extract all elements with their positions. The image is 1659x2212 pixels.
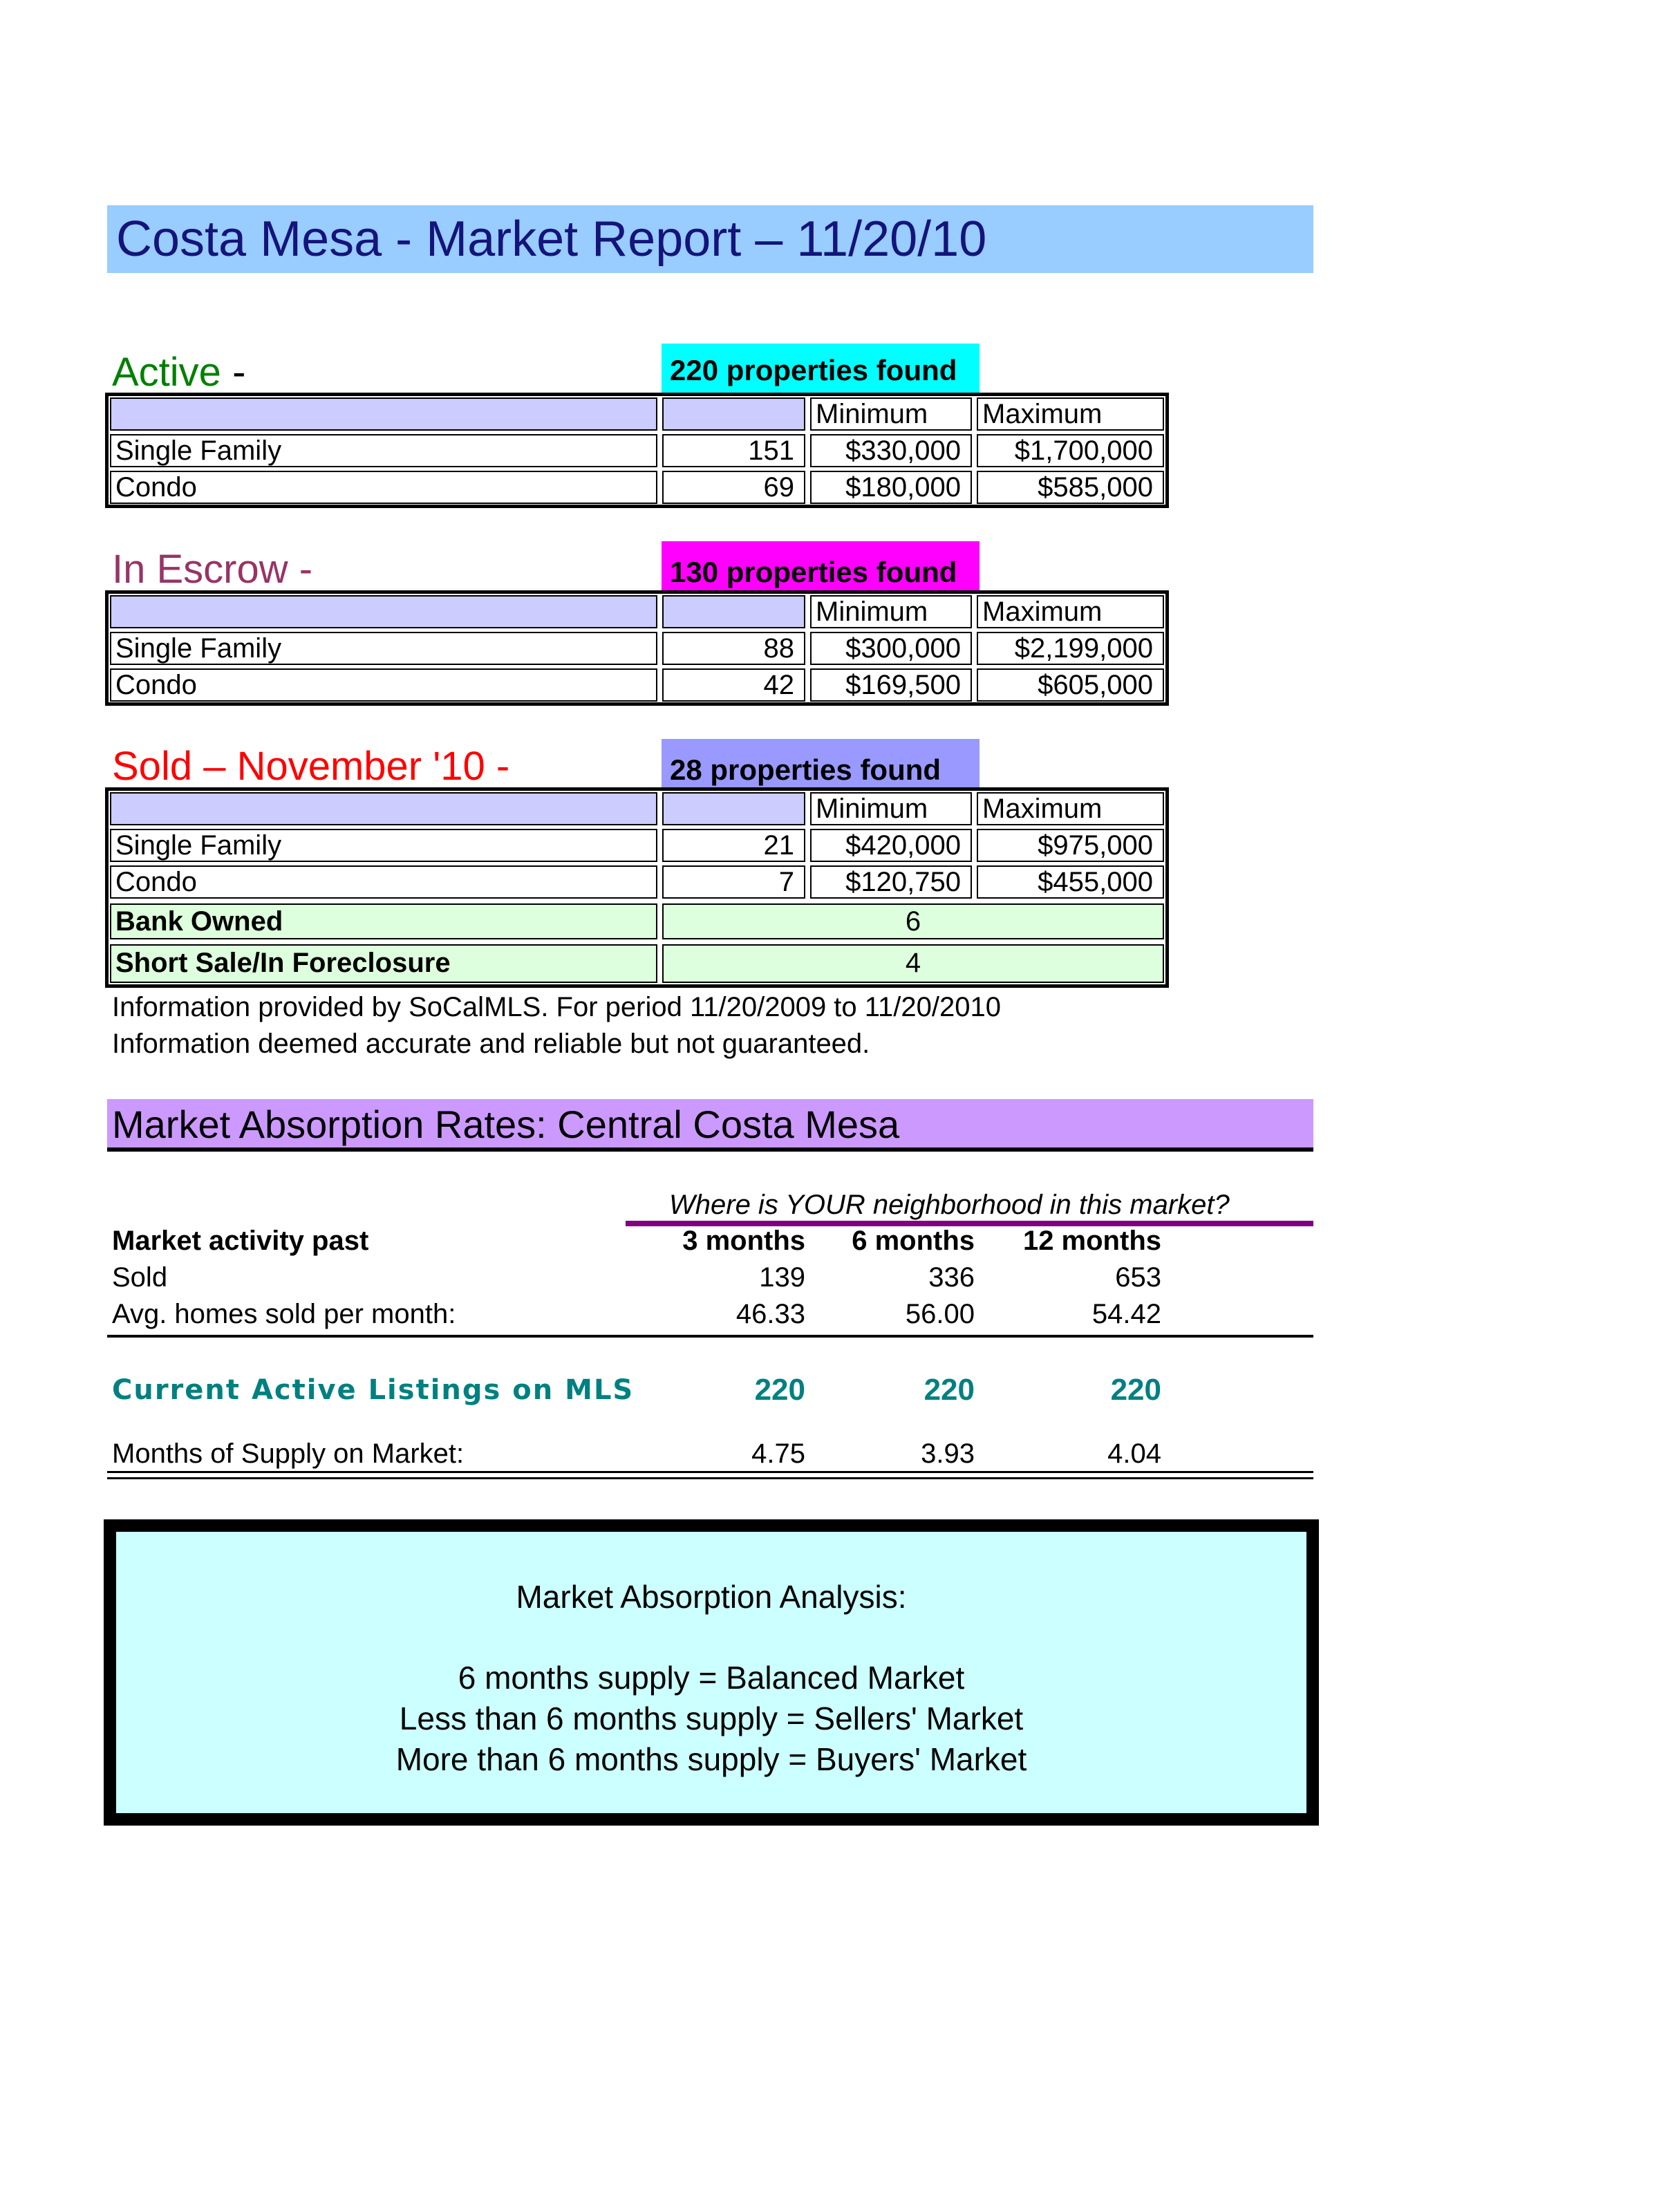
analysis-line: Less than 6 months supply = Sellers' Market [399,1700,1024,1736]
active-row-max: $585,000 [977,471,1164,504]
divider [107,1335,1313,1338]
avg-12-months: 54.42 [1091,1299,1161,1329]
sold-row-max: $975,000 [977,829,1164,862]
short-sale-value: 4 [662,944,1164,983]
analysis-line: 6 months supply = Balanced Market [458,1660,965,1696]
absorption-title: Market Absorption Rates: Central Costa Mesa [112,1103,900,1146]
active-header-min: Minimum [810,397,972,431]
page-title: Costa Mesa - Market Report – 11/20/10 [116,212,987,267]
escrow-header-count [662,595,805,628]
sold-3-months: 139 [759,1262,805,1293]
escrow-header-type [110,595,657,628]
active-row-count: 151 [662,434,805,467]
escrow-row-count: 88 [662,632,805,665]
listings-label: Current Active Listings on MLS [112,1374,635,1406]
sold-row-max: $455,000 [977,865,1164,899]
col-6-months: 6 months [852,1226,975,1256]
col-3-months: 3 months [682,1226,805,1256]
active-header-type [110,397,657,431]
escrow-row-type: Single Family [110,632,657,665]
sold-row-type: Single Family [110,829,657,862]
sold-row-count: 7 [662,865,805,899]
activity-label: Market activity past [112,1226,369,1256]
supply-3-months: 4.75 [751,1438,805,1469]
escrow-row-min: $300,000 [810,632,972,665]
active-header-count [662,397,805,431]
escrow-label: In Escrow - [112,547,313,592]
active-found-badge: 220 properties found [662,344,980,393]
sold-header-type [110,792,657,825]
col-12-months: 12 months [1022,1226,1161,1256]
sold-row-label: Sold [112,1262,168,1293]
info-line-1: Information provided by SoCalMLS. For period 11/20/2009 to 11/20/2010 [112,992,1001,1022]
sold-found-badge: 28 properties found [662,739,980,789]
info-line-2: Information deemed accurate and reliable but not guaranteed. [112,1029,870,1059]
sold-header-count [662,792,805,825]
active-row-type: Single Family [110,434,657,467]
active-header-max: Maximum [977,397,1164,431]
escrow-row-min: $169,500 [810,668,972,702]
escrow-row-max: $605,000 [977,668,1164,702]
escrow-row-max: $2,199,000 [977,632,1164,665]
sold-label: Sold – November '10 - [112,744,510,789]
analysis-line: More than 6 months supply = Buyers' Market [395,1741,1027,1777]
double-rule-bottom [107,1477,1313,1479]
active-row-type: Condo [110,471,657,504]
active-row-min: $180,000 [810,471,972,504]
listings-12-months: 220 [1110,1373,1161,1407]
listings-6-months: 220 [924,1373,975,1407]
escrow-header-max: Maximum [977,595,1164,628]
supply-6-months: 3.93 [921,1438,975,1469]
escrow-found-badge: 130 properties found [662,541,980,591]
active-dash: - [221,350,246,395]
sold-6-months: 336 [928,1262,975,1293]
active-row-count: 69 [662,471,805,504]
neighborhood-question: Where is YOUR neighborhood in this market? [669,1190,1230,1220]
listings-3-months: 220 [754,1373,805,1407]
avg-6-months: 56.00 [905,1299,975,1329]
active-row-max: $1,700,000 [977,434,1164,467]
active-row-min: $330,000 [810,434,972,467]
active-label: Active [112,350,221,395]
avg-row-label: Avg. homes sold per month: [112,1299,456,1329]
escrow-row-count: 42 [662,668,805,702]
sold-12-months: 653 [1115,1262,1161,1293]
escrow-header-min: Minimum [810,595,972,628]
bank-owned-value: 6 [662,903,1164,939]
sold-row-type: Condo [110,865,657,899]
bank-owned-label: Bank Owned [110,903,657,939]
double-rule-top [107,1471,1313,1473]
escrow-row-type: Condo [110,668,657,702]
active-heading [112,350,245,395]
analysis-title: Market Absorption Analysis: [516,1579,907,1615]
sold-header-max: Maximum [977,792,1164,825]
sold-row-count: 21 [662,829,805,862]
supply-label: Months of Supply on Market: [112,1438,465,1469]
supply-12-months: 4.04 [1107,1438,1161,1469]
sold-row-min: $120,750 [810,865,972,899]
sold-header-min: Minimum [810,792,972,825]
short-sale-label: Short Sale/In Foreclosure [110,944,657,983]
avg-3-months: 46.33 [735,1299,805,1329]
sold-row-min: $420,000 [810,829,972,862]
